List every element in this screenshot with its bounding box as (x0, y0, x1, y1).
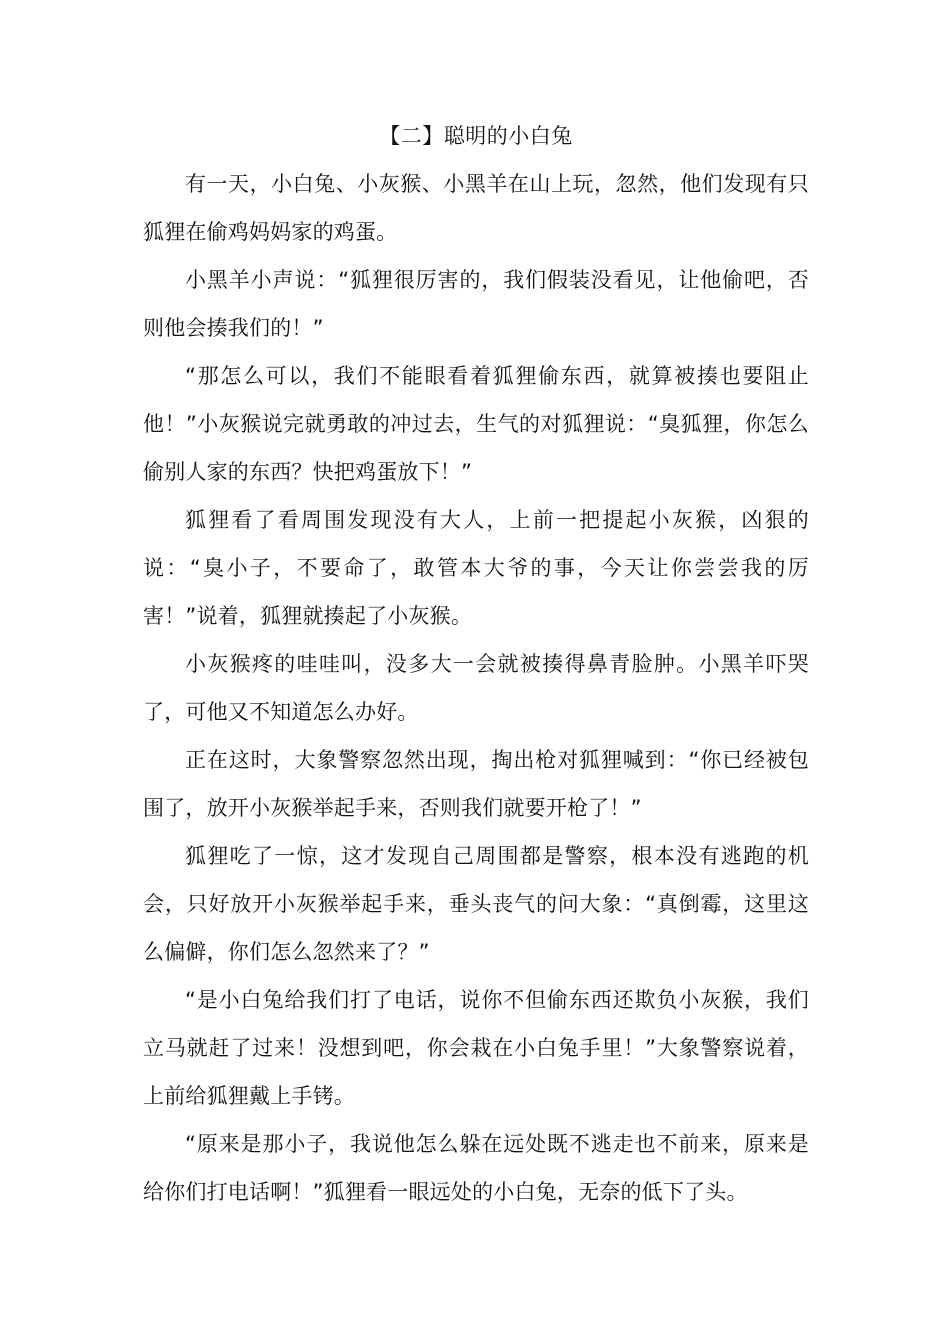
paragraph-2: 小黑羊小声说：“狐狸很厉害的，我们假装没看见，让他偷吧，否则他会揍我们的！” (143, 268, 809, 340)
paragraph-6: 正在这时，大象警察忽然出现，掏出枪对狐狸喊到：“你已经被包围了，放开小灰猴举起手来，否则我们就要开枪了！” (143, 748, 809, 820)
paragraph-7: 狐狸吃了一惊，这才发现自己周围都是警察，根本没有逃跑的机会，只好放开小灰猴举起手来，垂头丧气的问大象：“真倒霉，这里这么偏僻，你们怎么忽然来了？” (143, 844, 809, 964)
paragraph-8: “是小白兔给我们打了电话，说你不但偷东西还欺负小灰猴，我们立马就赶了过来！没想到吧，你会栽在小白兔手里！”大象警察说着，上前给狐狸戴上手铐。 (143, 988, 809, 1108)
paragraph-1: 有一天，小白兔、小灰猴、小黑羊在山上玩，忽然，他们发现有只狐狸在偷鸡妈妈家的鸡蛋。 (143, 172, 809, 244)
paragraph-4: 狐狸看了看周围发现没有大人，上前一把提起小灰猴，凶狠的说：“臭小子，不要命了，敢管本大爷的事，今天让你尝尝我的厉害！”说着，狐狸就揍起了小灰猴。 (143, 508, 809, 628)
document-content (143, 112, 809, 1216)
paragraph-3: “那怎么可以，我们不能眼看着狐狸偷东西，就算被揍也要阻止他！”小灰猴说完就勇敢的冲过去，生气的对狐狸说：“臭狐狸，你怎么偷别人家的东西？快把鸡蛋放下！” (143, 364, 809, 484)
paragraph-5: 小灰猴疼的哇哇叫，没多大一会就被揍得鼻青脸肿。小黑羊吓哭了，可他又不知道怎么办好。 (143, 652, 809, 724)
story-title: 【二】聪明的小白兔 (379, 124, 573, 148)
paragraph-9: “原来是那小子，我说他怎么躲在远处既不逃走也不前来，原来是给你们打电话啊！”狐狸看一眼远处的小白兔，无奈的低下了头。 (143, 1132, 809, 1204)
